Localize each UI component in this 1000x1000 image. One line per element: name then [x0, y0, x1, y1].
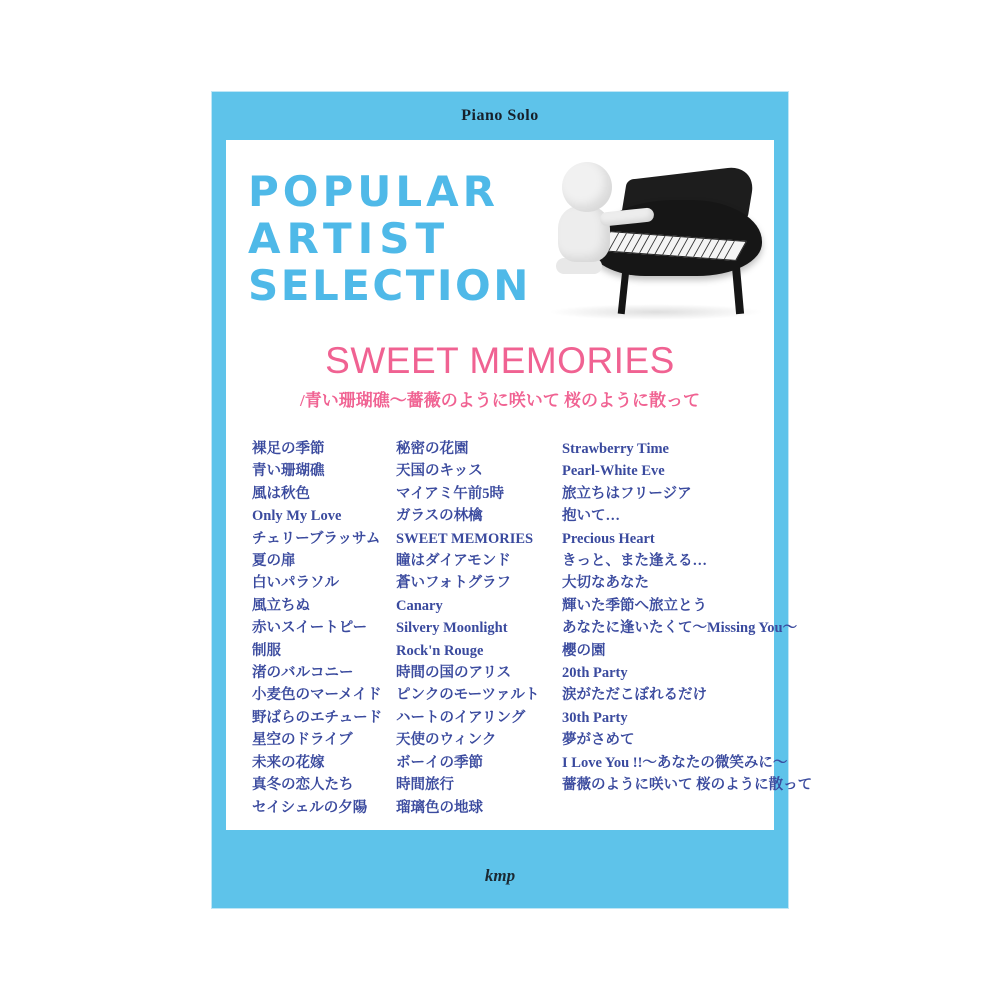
top-banner	[212, 92, 788, 140]
list-item: 小麦色のマーメイド	[252, 687, 382, 704]
list-item: 時間の国のアリス	[396, 665, 512, 682]
list-item: I Love You !!〜あなたの微笑みに〜	[562, 754, 788, 771]
banner-label: Piano Solo	[461, 107, 539, 124]
list-item: 天国のキッス	[396, 463, 483, 480]
list-item: 赤いスイートピー	[252, 620, 368, 637]
list-item: Only My Love	[252, 508, 342, 525]
mascot-head-icon	[562, 162, 612, 212]
song-list	[238, 438, 813, 819]
cover-artwork	[528, 154, 768, 344]
list-item: 薔薇のように咲いて 桜のように散って	[562, 777, 813, 794]
list-item: 夢がさめて	[562, 732, 635, 749]
list-item: あなたに逢いたくて〜Missing You〜	[562, 620, 798, 637]
list-item: 蒼いフォトグラフ	[396, 575, 511, 592]
list-item: ハートのイアリング	[396, 709, 526, 726]
list-item: 大切なあなた	[562, 575, 649, 592]
list-item: Silvery Moonlight	[396, 620, 508, 637]
list-item: 抱いて…	[562, 508, 620, 525]
list-item: SWEET MEMORIES	[396, 530, 534, 547]
artwork-shadow	[548, 304, 764, 320]
list-item: 20th Party	[562, 665, 628, 682]
list-item: マイアミ午前5時	[396, 485, 505, 502]
list-item: Canary	[396, 597, 443, 614]
list-item: 時間旅行	[396, 777, 454, 794]
title-line-2: ARTIST	[248, 214, 451, 263]
list-item: 瑠璃色の地球	[396, 799, 483, 816]
list-item: 櫻の園	[562, 642, 606, 659]
list-item: 白いパラソル	[252, 575, 339, 592]
list-item: 風は秋色	[252, 485, 310, 502]
album-title: SWEET MEMORIES	[325, 340, 675, 381]
list-item: 天使のウィンク	[396, 732, 497, 749]
list-item: 旅立ちはフリージア	[562, 485, 692, 502]
song-column-2	[396, 438, 562, 819]
title-line-3: SELECTION	[248, 261, 531, 310]
list-item: Pearl-White Eve	[562, 463, 665, 480]
list-item: 星空のドライブ	[252, 732, 353, 749]
book-cover	[212, 92, 813, 908]
list-item: 夏の扉	[252, 553, 296, 570]
list-item: 瞳はダイアモンド	[396, 553, 511, 570]
list-item: セイシェルの夕陽	[252, 799, 368, 816]
list-item: 30th Party	[562, 709, 628, 726]
list-item: 渚のバルコニー	[252, 665, 354, 682]
cover-inner-panel	[226, 140, 813, 830]
list-item: 輝いた季節へ旅立とう	[562, 597, 707, 614]
list-item: 制服	[252, 642, 281, 659]
list-item: 青い珊瑚礁	[252, 463, 325, 480]
list-item: ガラスの林檎	[396, 508, 483, 525]
publisher-logo: kmp	[484, 866, 516, 885]
album-subtitle: /青い珊瑚礁〜薔薇のように咲いて 桜のように散って	[300, 391, 700, 410]
list-item: ボーイの季節	[396, 754, 483, 771]
song-column-3	[562, 438, 813, 819]
list-item: 未来の花嫁	[252, 754, 325, 771]
list-item: 風立ちぬ	[252, 597, 310, 614]
list-item: ピンクのモーツァルト	[396, 687, 540, 704]
list-item: きっと、また逢える…	[562, 553, 707, 570]
list-item: 真冬の恋人たち	[252, 777, 354, 794]
list-item: 野ばらのエチュード	[252, 709, 383, 726]
list-item: 秘密の花園	[396, 441, 469, 457]
song-column-1	[238, 438, 396, 819]
list-item: 涙がただこぼれるだけ	[562, 687, 707, 704]
list-item: Strawberry Time	[562, 441, 669, 457]
list-item: 裸足の季節	[252, 441, 325, 457]
list-item: チェリーブラッサム	[252, 530, 381, 547]
title-line-1: POPULAR	[248, 167, 499, 216]
list-item: Precious Heart	[562, 530, 655, 547]
list-item: Rock'n Rouge	[396, 642, 484, 659]
